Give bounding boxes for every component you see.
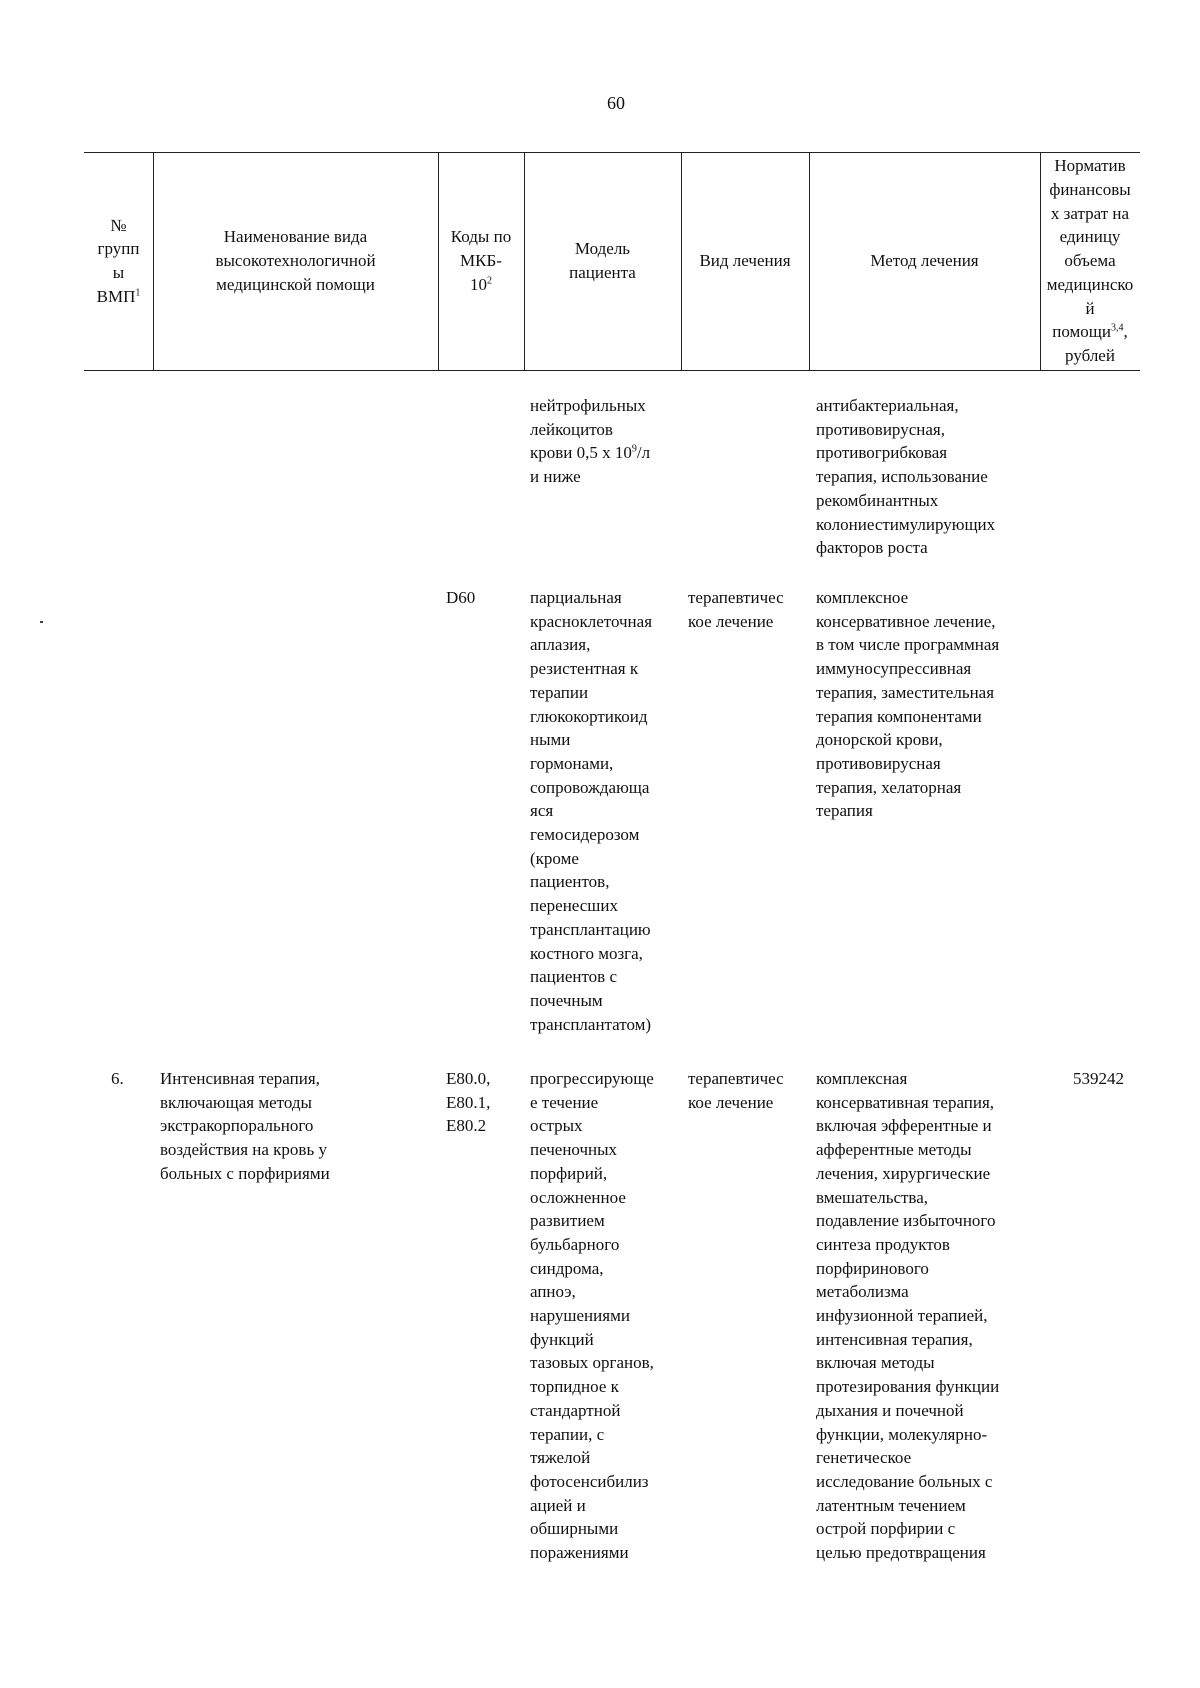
row-3-treatment-method: комплексная консервативная терапия, включая эфферентные и афферентные методы лечения, хирургические вмешательства, подавление избыточного синтеза продуктов порфиринового метаболизма инфузионной терапией, интенсивная терапия, включая методы протезирования функции дыхания и почечной функции, молекулярно- генетическое исследование больных с латентным течением острой порфирии с целью предотвращения	[816, 1069, 1000, 1563]
row-3-icd-codes: E80.0, E80.1, E80.2	[446, 1069, 491, 1136]
row-3-treatment-type: терапевтичес кое лечение	[688, 1069, 784, 1112]
row-2-icd-codes: D60	[446, 588, 476, 607]
row-1-patient-model: нейтрофильных лейкоцитов крови 0,5 х $10^9/л$ и ниже	[530, 396, 651, 487]
scan-speck	[40, 621, 43, 623]
row-2-treatment-type: терапевтичес кое лечение	[688, 588, 784, 631]
header-treatment-type: Вид лечения	[699, 251, 791, 271]
header-cost-norm: Норматив финансовы х затрат на единицу объема медицинско й помощи$^{3,4}$, рублей	[1046, 156, 1134, 365]
row-3-group-number: 6.	[111, 1069, 124, 1088]
row-1-treatment-method: антибактериальная, противовирусная, противогрибковая терапия, использование рекомбинантных колониестимулирующих факторов роста	[816, 396, 996, 558]
header-icd-codes: Коды по МКБ- $10^2$	[450, 227, 512, 294]
row-3-care-type-name: Интенсивная терапия, включающая методы экстракорпорального воздействия на кровь у больных с порфириями	[160, 1069, 330, 1183]
row-2-patient-model: парциальная красноклеточная аплазия, резистентная к терапии глюкокортикоид ными гормонами, сопровождающа яся гемосидерозом (кроме пациентов, перенесших трансплантацию костного мозга, пациентов с почечным трансплантатом)	[530, 588, 653, 1034]
row-3-patient-model: прогрессирующе е течение острых печеночных порфирий, осложненное развитием бульбарного синдрома, апноэ, нарушениями функций тазовых органов, торпидное к стандартной терапии, с тяжелой фотосенсибилиз ацией и обширными поражениями	[530, 1069, 654, 1563]
header-bottom-rule	[84, 370, 1140, 371]
header-treatment-method: Метод лечения	[870, 251, 979, 271]
header-patient-model: Модель пациента	[569, 239, 636, 282]
row-3-cost-norm: 539242	[1073, 1069, 1124, 1088]
row-2-treatment-method: комплексное консервативное лечение, в том числе программная иммуносупрессивная терапия, заместительная терапия компонентами донорской крови, противовирусная терапия, хелаторная терапия	[816, 588, 1000, 821]
page-number: 60	[607, 93, 625, 113]
header-group-number: № групп ы ВМП$^1$	[96, 215, 141, 306]
header-care-type-name: Наименование вида высокотехнологичной медицинской помощи	[215, 227, 376, 294]
